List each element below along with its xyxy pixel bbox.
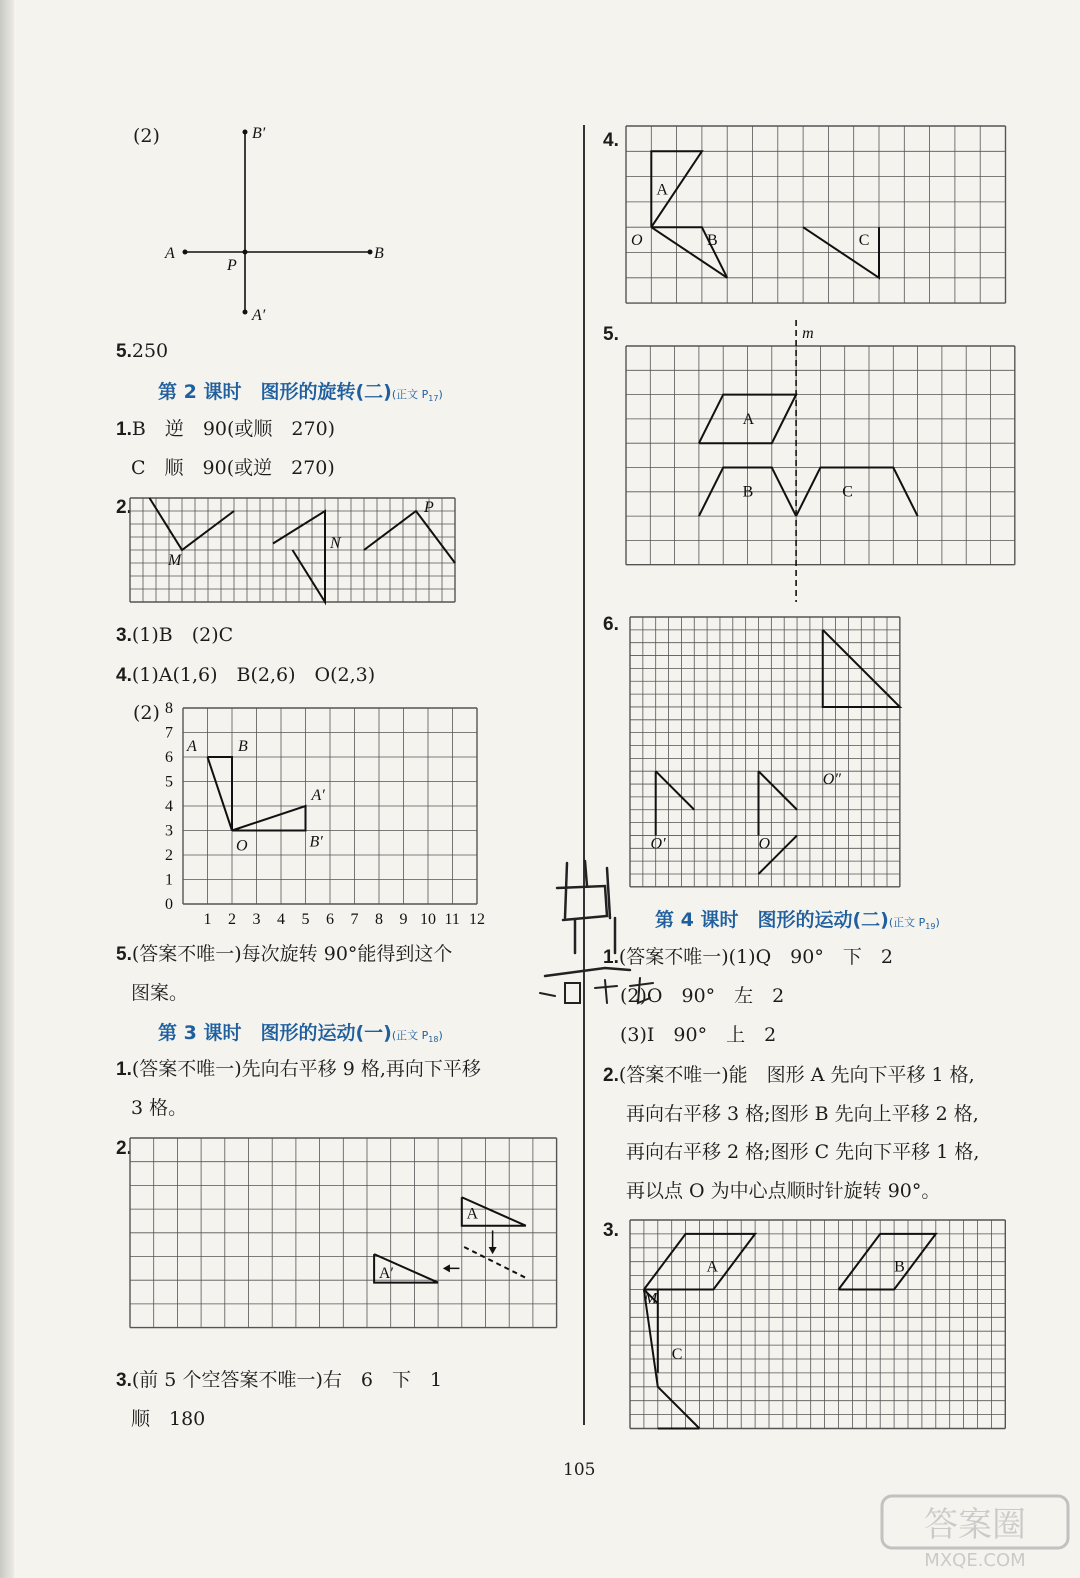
label-r4-b: B: [706, 231, 718, 249]
x-tick: 6: [326, 911, 334, 928]
x-tick: 11: [444, 911, 460, 928]
rotation-grid-s2q2: [130, 498, 460, 606]
grid-r-q6: [630, 617, 905, 887]
y-tick: 5: [165, 773, 173, 791]
s4q2-line2: 再向右平移 3 格;图形 B 先向上平移 2 格,: [626, 1103, 979, 1125]
column-divider: [583, 125, 585, 1425]
label-r5-c: C: [842, 483, 853, 501]
perpendicular-lines-figure: [160, 120, 410, 330]
y-tick: 6: [165, 749, 173, 766]
x-tick: 5: [301, 911, 310, 928]
symmetry-grid-r-q5: [626, 320, 1026, 602]
label-a2: A: [187, 738, 197, 755]
y-tick: 7: [165, 724, 173, 742]
label-o-double-prime: O″: [822, 771, 841, 789]
label-b: B: [374, 245, 384, 262]
grid-s4q3: [630, 1220, 1010, 1430]
r-q4-num: 4.: [603, 130, 619, 151]
y-tick: 3: [165, 822, 173, 840]
x-tick: 2: [228, 911, 236, 928]
svg-text:MXQE.COM: MXQE.COM: [924, 1550, 1026, 1571]
s4q1-line3: (3)I 90° 上 2: [620, 1024, 777, 1046]
s3q3-line2: 顺 180: [131, 1408, 206, 1430]
triangle-aob: [208, 757, 233, 831]
y-tick: 1: [165, 871, 173, 889]
grid-r-q4: [626, 126, 1006, 302]
s2q3-line: 3.(1)B (2)C: [116, 624, 234, 646]
label-s4-a: A: [706, 1258, 719, 1276]
section-title-4: 第 4 课时 图形的运动(二)(正文 $P_{19}$): [655, 909, 940, 932]
label-a2-prime: A′: [311, 787, 325, 804]
translation-grid-s3q2: [130, 1138, 560, 1348]
s2q1-line1: 1.B 逆 90(或顺 270): [116, 418, 336, 440]
y-tick: 8: [165, 700, 173, 717]
x-tick: 7: [350, 911, 359, 928]
triangle-rotated: [232, 806, 306, 831]
x-tick: 4: [277, 911, 285, 928]
x-tick: 9: [399, 911, 408, 928]
r-q5-num: 5.: [603, 324, 619, 345]
s2q5-line1: 5.(答案不唯一)每次旋转 90°能得到这个: [116, 943, 453, 965]
x-tick: 10: [420, 911, 436, 928]
arrow-head: [489, 1247, 497, 1254]
label-a-prime: A′: [252, 307, 266, 324]
y-tick: 4: [165, 798, 173, 815]
section-title-3: 第 3 课时 图形的运动(一)(正文 $P_{18}$): [158, 1022, 443, 1045]
handwritten-scribble: [535, 858, 675, 1008]
dashed-edge: [464, 1247, 526, 1278]
seg-3: [759, 771, 798, 810]
label-o2: O: [236, 837, 248, 855]
label-p2: P: [424, 499, 434, 516]
s3q1-line2: 3 格。: [131, 1097, 188, 1119]
label-b2-prime: B′: [309, 833, 323, 851]
label-s4-m: M: [643, 1290, 658, 1308]
page-edge-shadow: [0, 0, 14, 1578]
p2-label: (2): [133, 125, 160, 147]
label-a3-prime: A′: [378, 1264, 394, 1282]
watermark-logo: [880, 1494, 1070, 1572]
x-tick: 8: [375, 911, 383, 928]
s2q4-line: 4.(1)A(1,6) B(2,6) O(2,3): [116, 664, 376, 686]
label-r4-c: C: [858, 231, 870, 249]
s4q1-line2: (2)O 90° 左 2: [620, 985, 785, 1007]
label-r5-a: A: [742, 410, 755, 428]
x-tick: 3: [252, 911, 261, 928]
label-a3: A: [466, 1205, 479, 1223]
s3q1-line1: 1.(答案不唯一)先向右平移 9 格,再向下平移: [116, 1058, 481, 1080]
label-p: P: [227, 257, 237, 274]
label-b-prime: B′: [252, 125, 266, 142]
label-m2: m: [802, 325, 814, 342]
label-a: A: [165, 245, 175, 262]
x-tick: 1: [203, 911, 212, 928]
label-s4-c: C: [671, 1346, 683, 1363]
label-s4-b: B: [894, 1258, 905, 1276]
s4q2-line3: 再向右平移 2 格;图形 C 先向下平移 1 格,: [626, 1141, 980, 1163]
seg-2: [656, 771, 695, 810]
label-r5-b: B: [742, 483, 754, 501]
r-q6-num: 6.: [603, 614, 619, 635]
y-tick: 0: [165, 896, 173, 913]
label-b2: B: [238, 738, 248, 755]
y-tick: 2: [165, 847, 173, 864]
label-r4-a: A: [656, 181, 668, 199]
s4q2-line4: 再以点 O 为中心点顺时针旋转 90°。: [626, 1180, 941, 1202]
label-r4-o: O: [631, 231, 643, 249]
s2q2-num: 2.: [116, 497, 132, 518]
s2q4-sub: (2): [133, 702, 160, 724]
s3q2-num: 2.: [116, 1138, 132, 1159]
page-number: 105: [563, 1460, 596, 1480]
label-n: N: [330, 535, 341, 552]
label-m: M: [168, 552, 182, 569]
section-title-2: 第 2 课时 图形的旋转(二)(正文 $P_{17}$): [158, 381, 443, 404]
s2q5-line2: 图案。: [131, 982, 189, 1004]
s2q1-line2: C 顺 90(或逆 270): [131, 457, 335, 479]
s4q2-line1: 2.(答案不唯一)能 图形 A 先向下平移 1 格,: [603, 1064, 975, 1086]
arrow-head: [443, 1264, 450, 1272]
x-tick: 12: [469, 911, 485, 928]
s3q3-line1: 3.(前 5 个空答案不唯一)右 6 下 1: [116, 1369, 443, 1391]
q5-line: 5.250: [116, 340, 169, 362]
label-o-prime: O′: [650, 835, 666, 853]
svg-text:答案圈: 答案圈: [924, 1505, 1026, 1545]
coordinate-grid-s2q4: [150, 700, 490, 928]
s4q3-num: 3.: [603, 1220, 619, 1241]
label-o3: O: [758, 835, 771, 853]
s4q1-line1: 1.(答案不唯一)(1)Q 90° 下 2: [603, 946, 893, 968]
